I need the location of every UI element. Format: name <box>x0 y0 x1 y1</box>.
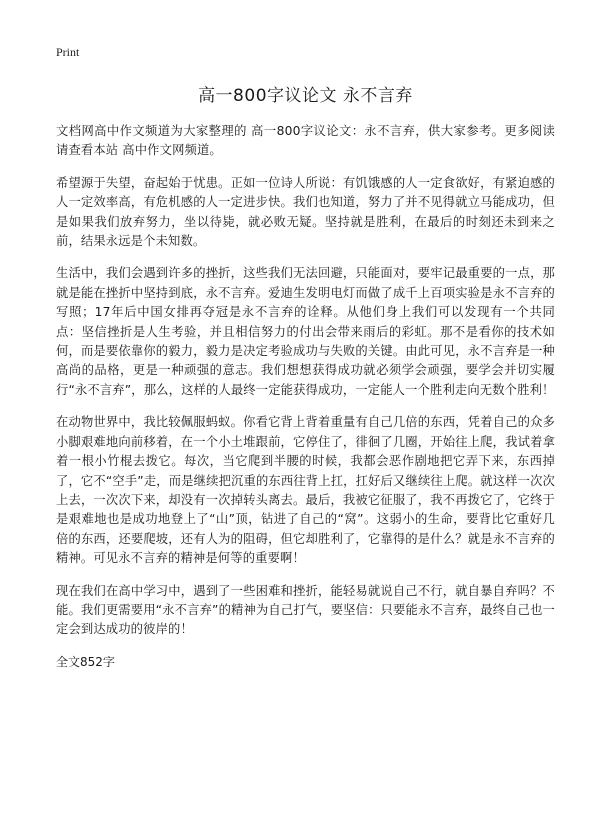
print-link[interactable]: Print <box>56 45 80 59</box>
paragraph-life: 生活中，我们会遇到许多的挫折，这些我们无法回避，只能面对，要牢记最重要的一点，那就是能在挫折中坚持到底，永不言弃。爱迪生发明电灯而做了成千上百项实验是永不言弃的写照；17年后中国女排再夺冠是永不言弃的诠释。从他们身上我们可以发现有一个共同点：坚信挫折是人生考验，并且相信努力的付出会带来雨后的彩虹。那不是看你的技术如何，而是要依靠你的毅力，毅力是决定考验成功与失败的关键。由此可见，永不言弃是一种高尚的品格，更是一种顽强的意志。我们想想获得成功就必须学会顽强，要学会并切实履行“永不言弃”，那么，这样的人最终一定能获得成功，一定能人一个胜利走向无数个胜利！ <box>56 266 555 397</box>
paragraph-hope: 希望源于失望，奋起始于忧患。正如一位诗人所说：有饥饿感的人一定食欲好，有紧迫感的人一定效率高，有危机感的人一定进步快。我们也知道，努力了并不见得就立马能成功，但是如果我们放弃努力，坐以待毙，就必败无疑。坚持就是胜利，在最后的时刻还未到来之前，结果永远是个未知数。 <box>56 175 555 249</box>
paragraph-conclusion: 现在我们在高中学习中，遇到了一些困难和挫折，能轻易就说自己不行，就自暴自弃吗？不能。我们更需要用“永不言弃”的精神为自己打气，要坚信：只要能永不言弃，最终自己也一定会到达成功的彼岸的！ <box>56 583 555 637</box>
paragraph-intro: 文档网高中作文频道为大家整理的 高一800字议论文：永不言弃，供大家参考。更多阅读请查看本站 高中作文网频道。 <box>56 124 555 158</box>
paragraph-ant: 在动物世界中，我比较佩服蚂蚁。你看它背上背着重量有自己几倍的东西，凭着自己的众多小脚艰难地向前移着，在一个小土堆跟前，它停住了，徘徊了几圈，开始往上爬，我试着拿着一根小竹棍去拨它。每次，当它爬到半腰的时候，我都会恶作剧地把它弄下来，东西掉了，它不“空手”走，而是继续把沉重的东西往背上扛，扛好后又继续往上爬。就这样一次次上去，一次次下来，却没有一次掉转头离去。最后，我被它征服了，我不再拨它了，它终于是艰难地也是成功地登上了“山”顶，钻进了自己的“窝”。这弱小的生命，要背比它重好几倍的东西，还要爬坡，还有人为的阻碍，但它却胜利了，它靠得的是什么？就是永不言弃的精神。可见永不言弃的精神是何等的重要啊！ <box>56 415 555 566</box>
word-count: 全文852字 <box>56 654 115 669</box>
article-title: 高一800字议论文 永不言弃 <box>198 86 413 106</box>
